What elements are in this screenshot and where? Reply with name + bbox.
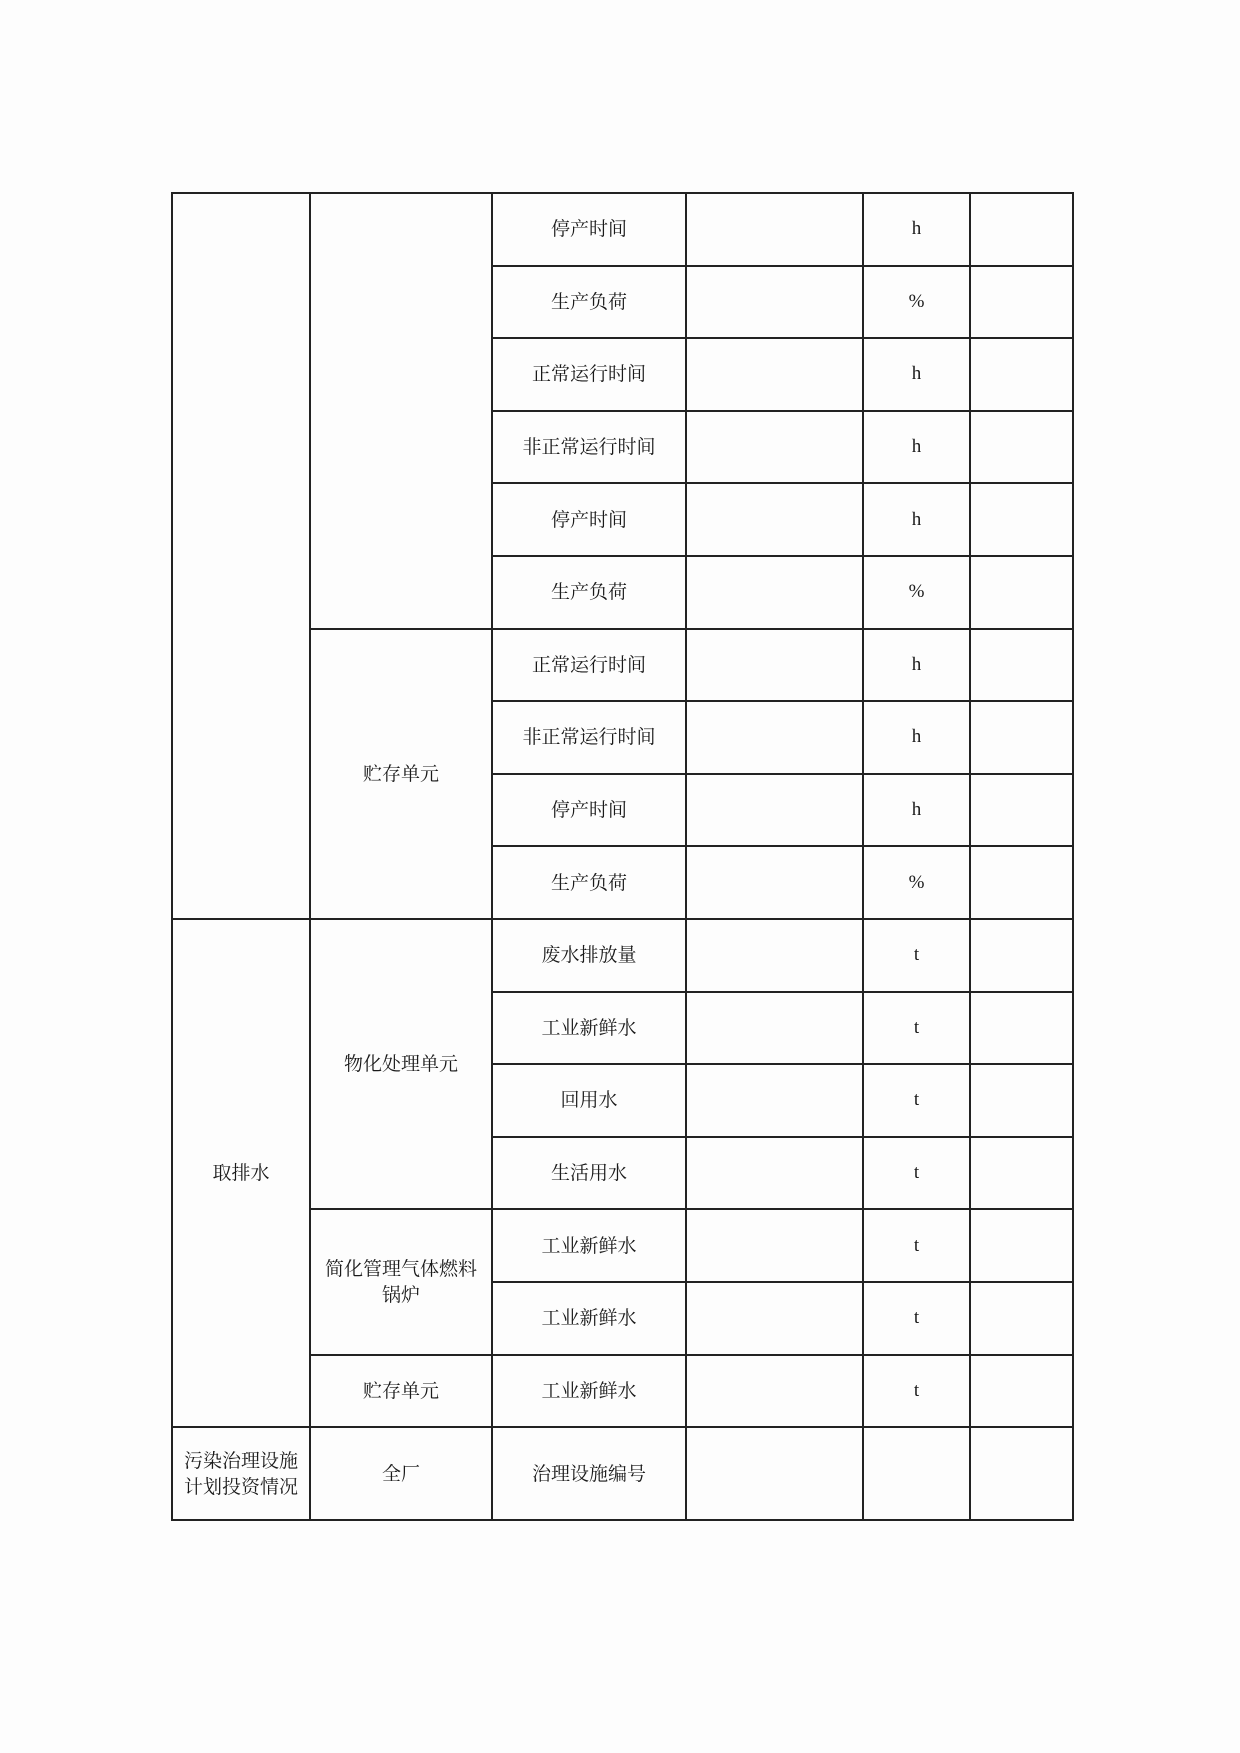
remark-cell [970, 1355, 1073, 1428]
remark-cell [970, 1064, 1073, 1137]
remark-cell [970, 411, 1073, 484]
remark-cell [970, 1427, 1073, 1520]
item-cell: 正常运行时间 [492, 629, 686, 702]
value-cell [686, 556, 863, 629]
item-cell: 停产时间 [492, 193, 686, 266]
item-cell: 生活用水 [492, 1137, 686, 1210]
measure-unit-cell: t [863, 1282, 970, 1355]
value-cell [686, 411, 863, 484]
item-cell: 废水排放量 [492, 919, 686, 992]
item-cell: 治理设施编号 [492, 1427, 686, 1520]
remark-cell [970, 1137, 1073, 1210]
measure-unit-cell: % [863, 846, 970, 919]
unit-name-cell: 贮存单元 [310, 1355, 492, 1428]
measure-unit-cell: h [863, 483, 970, 556]
measure-unit-cell: h [863, 338, 970, 411]
measure-unit-cell: t [863, 1137, 970, 1210]
item-cell: 工业新鲜水 [492, 1355, 686, 1428]
measure-unit-cell: % [863, 556, 970, 629]
item-cell: 生产负荷 [492, 846, 686, 919]
remark-cell [970, 774, 1073, 847]
remark-cell [970, 701, 1073, 774]
measure-unit-cell: % [863, 266, 970, 339]
value-cell [686, 919, 863, 992]
measure-unit-cell: t [863, 1064, 970, 1137]
measure-unit-cell: h [863, 774, 970, 847]
measure-unit-cell: h [863, 629, 970, 702]
remark-cell [970, 992, 1073, 1065]
value-cell [686, 1064, 863, 1137]
value-cell [686, 1355, 863, 1428]
item-cell: 回用水 [492, 1064, 686, 1137]
table-row [172, 1427, 1073, 1520]
remark-cell [970, 629, 1073, 702]
item-cell: 非正常运行时间 [492, 411, 686, 484]
value-cell [686, 338, 863, 411]
category-cell: 污染治理设施计划投资情况 [172, 1427, 310, 1520]
value-cell [686, 1427, 863, 1520]
remark-cell [970, 483, 1073, 556]
value-cell [686, 846, 863, 919]
value-cell [686, 1137, 863, 1210]
value-cell [686, 483, 863, 556]
unit-name-cell: 贮存单元 [310, 629, 492, 919]
remark-cell [970, 193, 1073, 266]
remark-cell [970, 1282, 1073, 1355]
remark-cell [970, 266, 1073, 339]
value-cell [686, 992, 863, 1065]
table-row [172, 919, 1073, 992]
remark-cell [970, 846, 1073, 919]
item-cell: 非正常运行时间 [492, 701, 686, 774]
unit-name-cell: 物化处理单元 [310, 919, 492, 1209]
remark-cell [970, 1209, 1073, 1282]
item-cell: 停产时间 [492, 774, 686, 847]
item-cell: 工业新鲜水 [492, 1282, 686, 1355]
value-cell [686, 1282, 863, 1355]
unit-name-cell: 简化管理气体燃料锅炉 [310, 1209, 492, 1354]
value-cell [686, 193, 863, 266]
category-cell: 取排水 [172, 919, 310, 1427]
remark-cell [970, 338, 1073, 411]
value-cell [686, 1209, 863, 1282]
report-table [171, 192, 1074, 1521]
value-cell [686, 774, 863, 847]
measure-unit-cell: h [863, 193, 970, 266]
table-row [172, 193, 1073, 266]
measure-unit-cell: t [863, 1355, 970, 1428]
item-cell: 工业新鲜水 [492, 992, 686, 1065]
measure-unit-cell: t [863, 1209, 970, 1282]
item-cell: 停产时间 [492, 483, 686, 556]
item-cell: 正常运行时间 [492, 338, 686, 411]
measure-unit-cell [863, 1427, 970, 1520]
value-cell [686, 266, 863, 339]
item-cell: 工业新鲜水 [492, 1209, 686, 1282]
value-cell [686, 629, 863, 702]
item-cell: 生产负荷 [492, 266, 686, 339]
category-cell [172, 193, 310, 919]
item-cell: 生产负荷 [492, 556, 686, 629]
value-cell [686, 701, 863, 774]
remark-cell [970, 556, 1073, 629]
remark-cell [970, 919, 1073, 992]
measure-unit-cell: h [863, 701, 970, 774]
measure-unit-cell: t [863, 919, 970, 992]
unit-name-cell: 全厂 [310, 1427, 492, 1520]
measure-unit-cell: h [863, 411, 970, 484]
measure-unit-cell: t [863, 992, 970, 1065]
unit-name-cell [310, 193, 492, 629]
